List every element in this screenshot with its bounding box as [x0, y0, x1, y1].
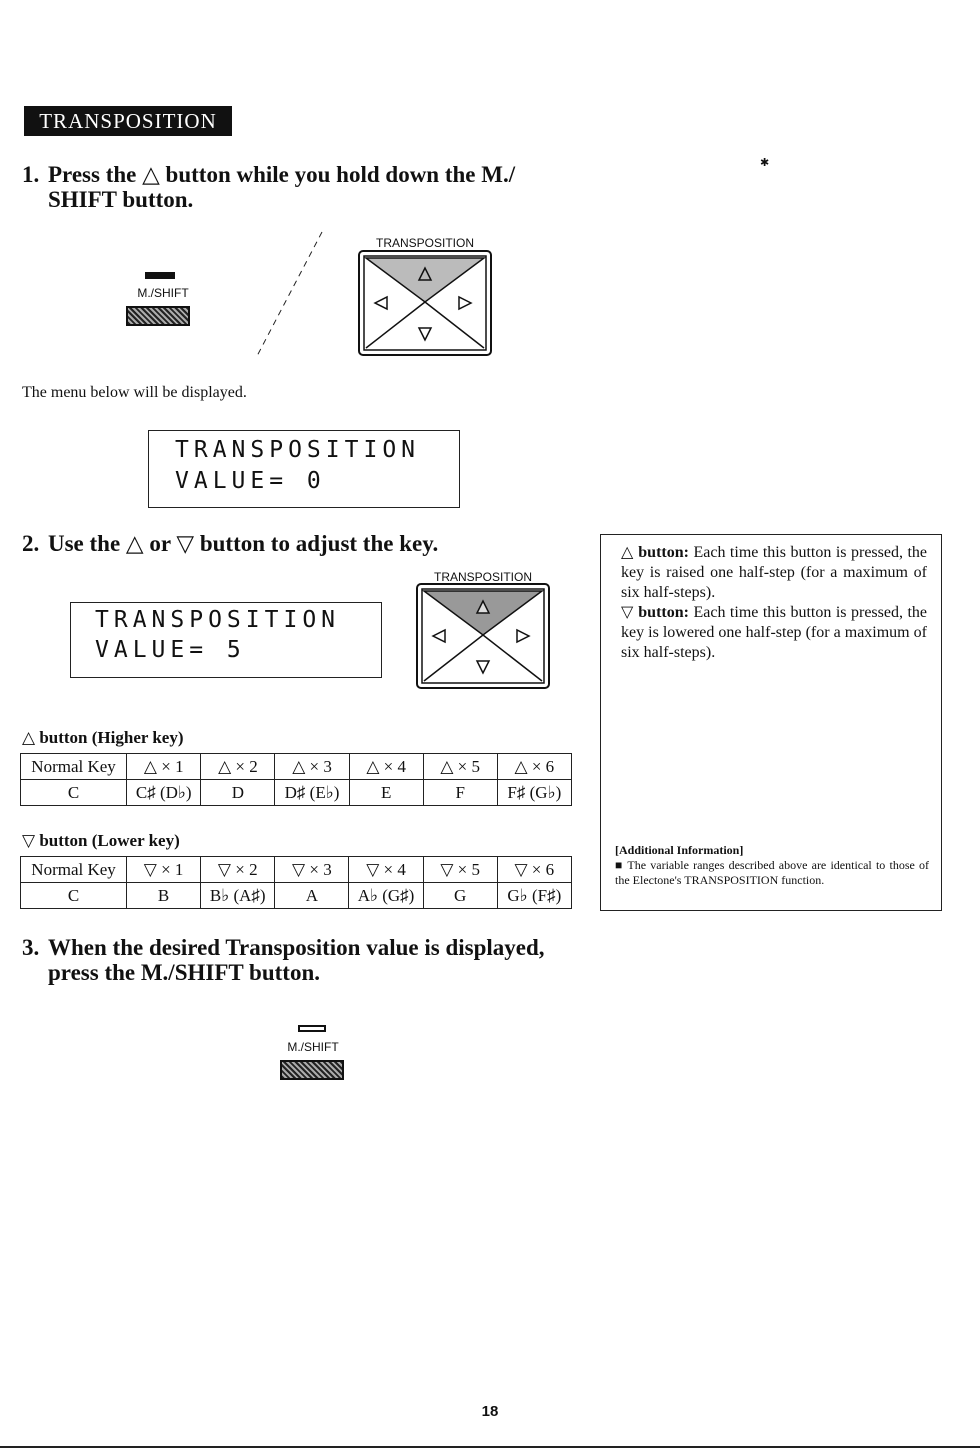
table-cell: A	[275, 883, 349, 909]
side-note-box	[600, 534, 942, 911]
up-button-note-label: △ button:	[621, 544, 689, 561]
table-cell: ▽ × 2	[201, 857, 275, 883]
table-cell: △ × 6	[497, 754, 571, 780]
table-cell: B	[127, 883, 201, 909]
table-cell: △ × 1	[127, 754, 201, 780]
step-3-line2: press the M./SHIFT button.	[48, 960, 321, 985]
step-2-number: 2.	[22, 531, 40, 556]
mshift-led-off	[298, 1025, 326, 1032]
side-note-text	[621, 543, 927, 663]
print-mark-icon: ✱	[760, 157, 770, 169]
page-number: 18	[481, 1403, 499, 1420]
step-2	[22, 531, 582, 556]
lcd-2-line2: VALUE= 5	[95, 637, 246, 663]
transposition-pad-2[interactable]	[416, 583, 550, 689]
table-cell: ▽ × 1	[127, 857, 201, 883]
guide-line	[250, 228, 330, 363]
menu-caption: The menu below will be displayed.	[22, 384, 247, 401]
additional-info	[615, 843, 929, 888]
table-cell: F♯ (G♭)	[497, 780, 571, 806]
table-cell: D	[201, 780, 275, 806]
step-3	[22, 935, 602, 985]
transposition-label: TRANSPOSITION	[375, 236, 474, 250]
lower-key-table	[20, 856, 572, 909]
table-cell: △ × 3	[275, 754, 349, 780]
table-cell: C♯ (D♭)	[127, 780, 201, 806]
table-cell: G	[423, 883, 497, 909]
table-cell: △ × 5	[423, 754, 497, 780]
higher-key-table	[20, 753, 572, 806]
step-1	[22, 162, 602, 212]
lower-table-caption: ▽ button (Lower key)	[22, 831, 180, 850]
table-cell: D♯ (E♭)	[275, 780, 349, 806]
mshift-label-2: M./SHIFT	[287, 1040, 339, 1054]
mshift-led-on	[145, 272, 175, 279]
table-cell: G♭ (F♯)	[497, 883, 571, 909]
transposition-label-2: TRANSPOSITION	[433, 570, 532, 584]
up-button-note	[621, 543, 927, 603]
table-header-row	[21, 857, 572, 883]
table-cell: A♭ (G♯)	[349, 883, 423, 909]
up-button-note-text: Each time this button is pressed, the key is raised one half-step (for a maximum of six half-steps).	[621, 544, 928, 601]
table-cell: E	[349, 780, 423, 806]
transposition-pad[interactable]	[358, 250, 492, 356]
step-2-text: Use the △ or ▽ button to adjust the key.	[48, 531, 439, 556]
step-3-line1: When the desired Transposition value is displayed,	[48, 935, 545, 960]
table-cell: ▽ × 3	[275, 857, 349, 883]
section-title: TRANSPOSITION	[24, 106, 232, 136]
lcd-1-line2: VALUE= 0	[175, 468, 326, 494]
step-1-line1: Press the △ button while you hold down the M./	[48, 162, 516, 187]
lcd-display-1	[148, 430, 460, 508]
table-cell: Normal Key	[21, 754, 127, 780]
lcd-1-line1: TRANSPOSITION	[175, 437, 421, 463]
bottom-rule	[0, 1446, 980, 1448]
step-1-number: 1.	[22, 162, 40, 187]
table-cell: C	[21, 780, 127, 806]
table-header-row	[21, 754, 572, 780]
higher-table-caption: △ button (Higher key)	[22, 728, 184, 747]
additional-info-title: [Additional Information]	[615, 843, 744, 857]
table-cell: ▽ × 5	[423, 857, 497, 883]
mshift-label: M./SHIFT	[137, 286, 189, 300]
table-cell: F	[423, 780, 497, 806]
table-cell: △ × 4	[349, 754, 423, 780]
step-3-number: 3.	[22, 935, 40, 960]
table-cell: △ × 2	[201, 754, 275, 780]
additional-info-text: ■ The variable ranges described above are identical to those of the Electone's TRANSPOSITION function.	[615, 858, 929, 887]
down-button-note-label: ▽ button:	[621, 604, 689, 621]
table-cell: B♭ (A♯)	[201, 883, 275, 909]
down-button-note	[621, 603, 927, 663]
table-row	[21, 780, 572, 806]
table-row	[21, 883, 572, 909]
mshift-button-2[interactable]	[280, 1060, 344, 1080]
lcd-display-2	[70, 602, 382, 678]
table-cell: ▽ × 4	[349, 857, 423, 883]
step-1-line2: SHIFT button.	[48, 187, 194, 212]
table-cell: Normal Key	[21, 857, 127, 883]
lcd-2-line1: TRANSPOSITION	[95, 607, 341, 633]
table-cell: ▽ × 6	[497, 857, 571, 883]
mshift-button[interactable]	[126, 306, 190, 326]
table-cell: C	[21, 883, 127, 909]
down-button-note-text: Each time this button is pressed, the key is lowered one half-step (for a maximum of six half-steps).	[621, 604, 928, 661]
